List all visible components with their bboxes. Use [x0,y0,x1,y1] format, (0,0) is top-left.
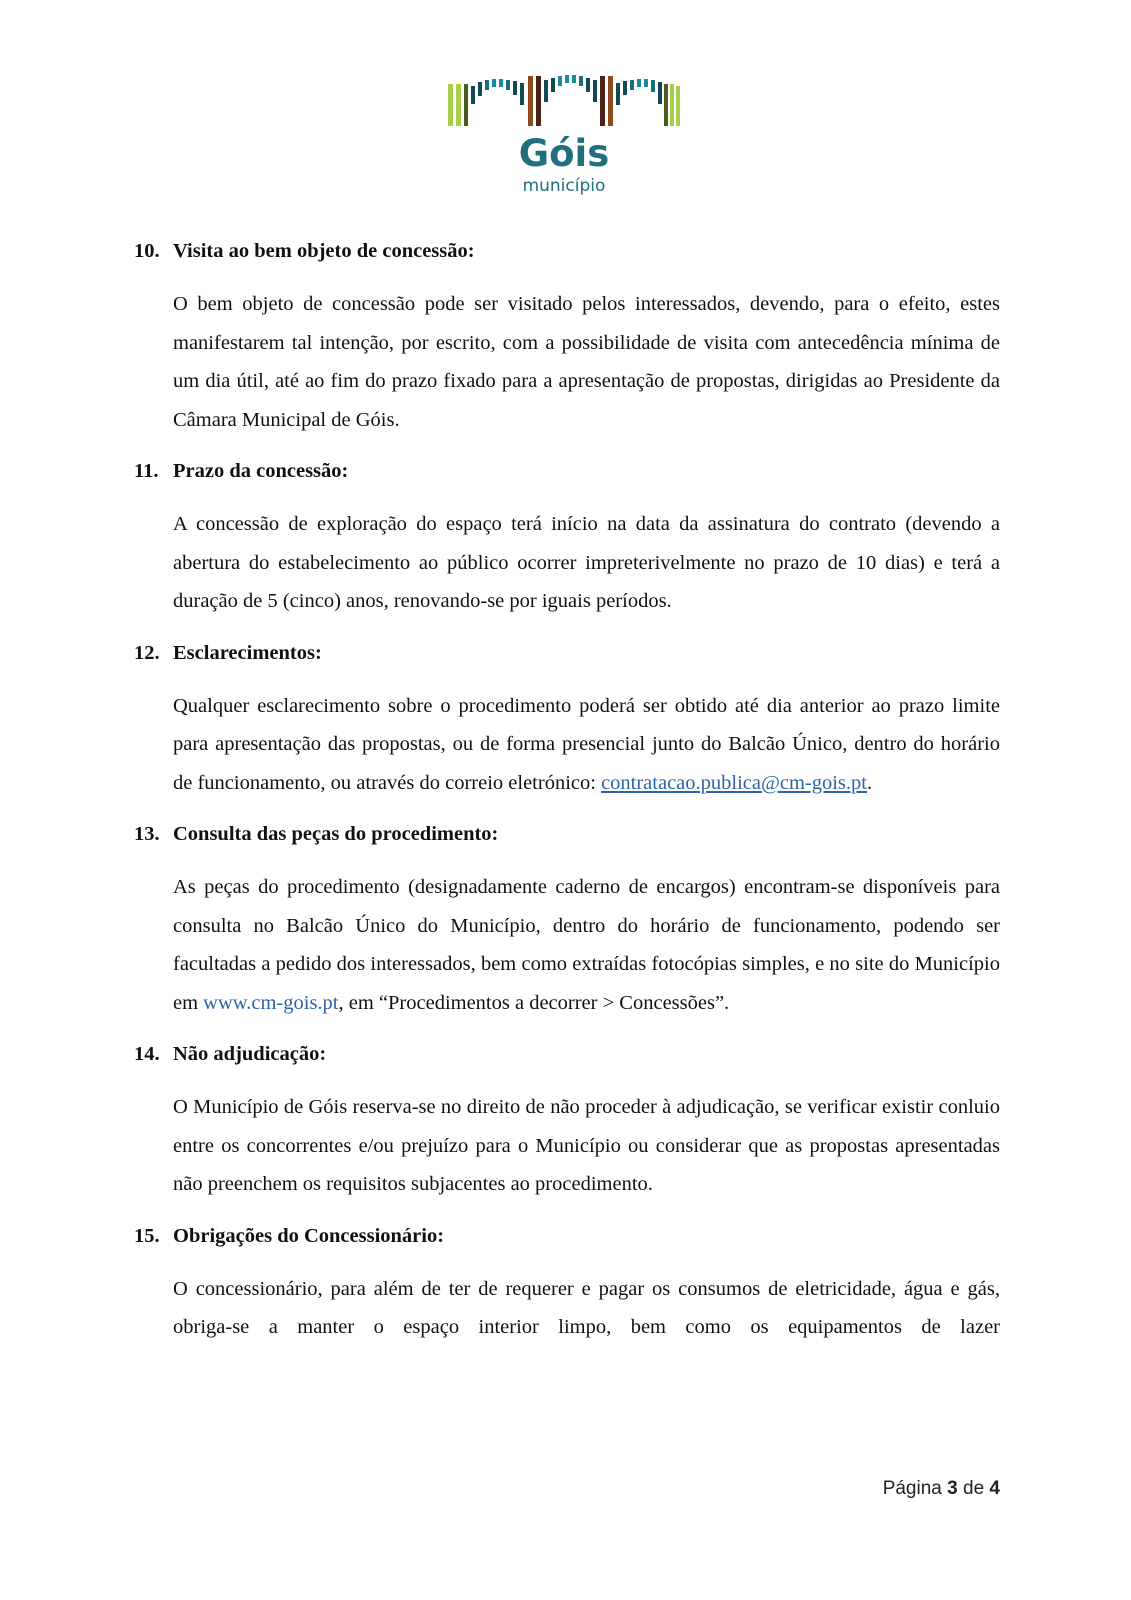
section-13 [134,816,1000,1022]
paragraph-text: Qualquer esclarecimento sobre o procedimento poderá ser obtido até dia anterior ao prazo limite para apresentação das propostas, ou de forma presencial junto do Balcão Único, dentro do horário de funcionamento, ou através do correio eletrónico: [173,694,1000,794]
gois-municipality-logo [448,74,680,204]
section-title: Consulta das peças do procedimento: [173,823,499,845]
section-paragraph [173,868,1000,1022]
section-heading [134,635,1000,671]
section-title: Não adjudicação: [173,1043,327,1065]
section-heading [134,233,1000,269]
total-pages: 4 [989,1478,1000,1499]
section-number: 10. [134,240,160,262]
section-title: Esclarecimentos: [173,641,322,664]
section-number: 14. [134,1043,160,1065]
section-title: Visita ao bem objeto de concessão: [173,240,475,262]
section-11 [134,453,1000,621]
logo-name: Góis [518,132,610,175]
section-paragraph: O Município de Góis reserva-se no direito de não proceder à adjudicação, se verificar existir conluio entre os concorrentes e/ou prejuízo para o Município ou considerar que as propostas apresentadas não preenchem os requisitos subjacentes ao procedimento. [173,1096,1000,1195]
section-title: Obrigações do Concessionário: [173,1224,445,1247]
current-page: 3 [947,1478,958,1499]
paragraph-text: As peças do procedimento (designadamente caderno de encargos) encontram-se disponíveis para consulta no Balcão Único do Município, dentro do horário de funcionamento, podendo ser facultadas a pedido dos interessados, bem como extraídas fotocópias simples, e no site do Município em [173,876,1000,1014]
section-15 [134,1218,1000,1347]
section-14 [134,1036,1000,1204]
section-heading [134,816,1000,852]
section-heading [134,1036,1000,1072]
email-link[interactable]: contratacao.publica@cm-gois.pt [601,771,867,794]
section-heading [134,453,1000,489]
page-number-footer [883,1478,1000,1500]
website-link[interactable]: www.cm-gois.pt [203,991,339,1014]
section-10 [134,233,1000,439]
paragraph-text: . [866,771,873,794]
paragraph-text: , em “Procedimentos a decorrer > Concessões”. [338,991,730,1014]
section-number: 15. [134,1224,160,1247]
section-heading [134,1218,1000,1254]
logo-subtitle: município [522,176,606,196]
document-body [134,233,1000,1361]
page-label: Página [882,1478,942,1499]
section-12 [134,635,1000,803]
section-paragraph: A concessão de exploração do espaço terá início na data da assinatura do contrato (devendo a abertura do estabelecimento ao público ocorrer impreterivelmente no prazo de 10 dias) e terá a duração de 5 (cinco) anos, renovando-se por iguais períodos. [173,513,1000,612]
bridge-arches-icon [448,74,680,130]
section-title: Prazo da concessão: [173,460,349,482]
section-paragraph: O concessionário, para além de ter de requerer e pagar os consumos de eletricidade, água e gás, obriga-se a manter o espaço interior limpo, bem como os equipamentos de lazer [173,1277,1000,1338]
section-number: 12. [134,641,160,664]
section-number: 11. [134,460,159,482]
section-paragraph [173,687,1000,803]
section-paragraph: O bem objeto de concessão pode ser visitado pelos interessados, devendo, para o efeito, estes manifestarem tal intenção, por escrito, com a possibilidade de visita com antecedência mínima de um dia útil, até ao fim do prazo fixado para a apresentação de propostas, dirigidas ao Presidente da Câmara Municipal de Góis. [173,293,1000,431]
of-label: de [963,1478,985,1499]
section-number: 13. [134,823,160,845]
